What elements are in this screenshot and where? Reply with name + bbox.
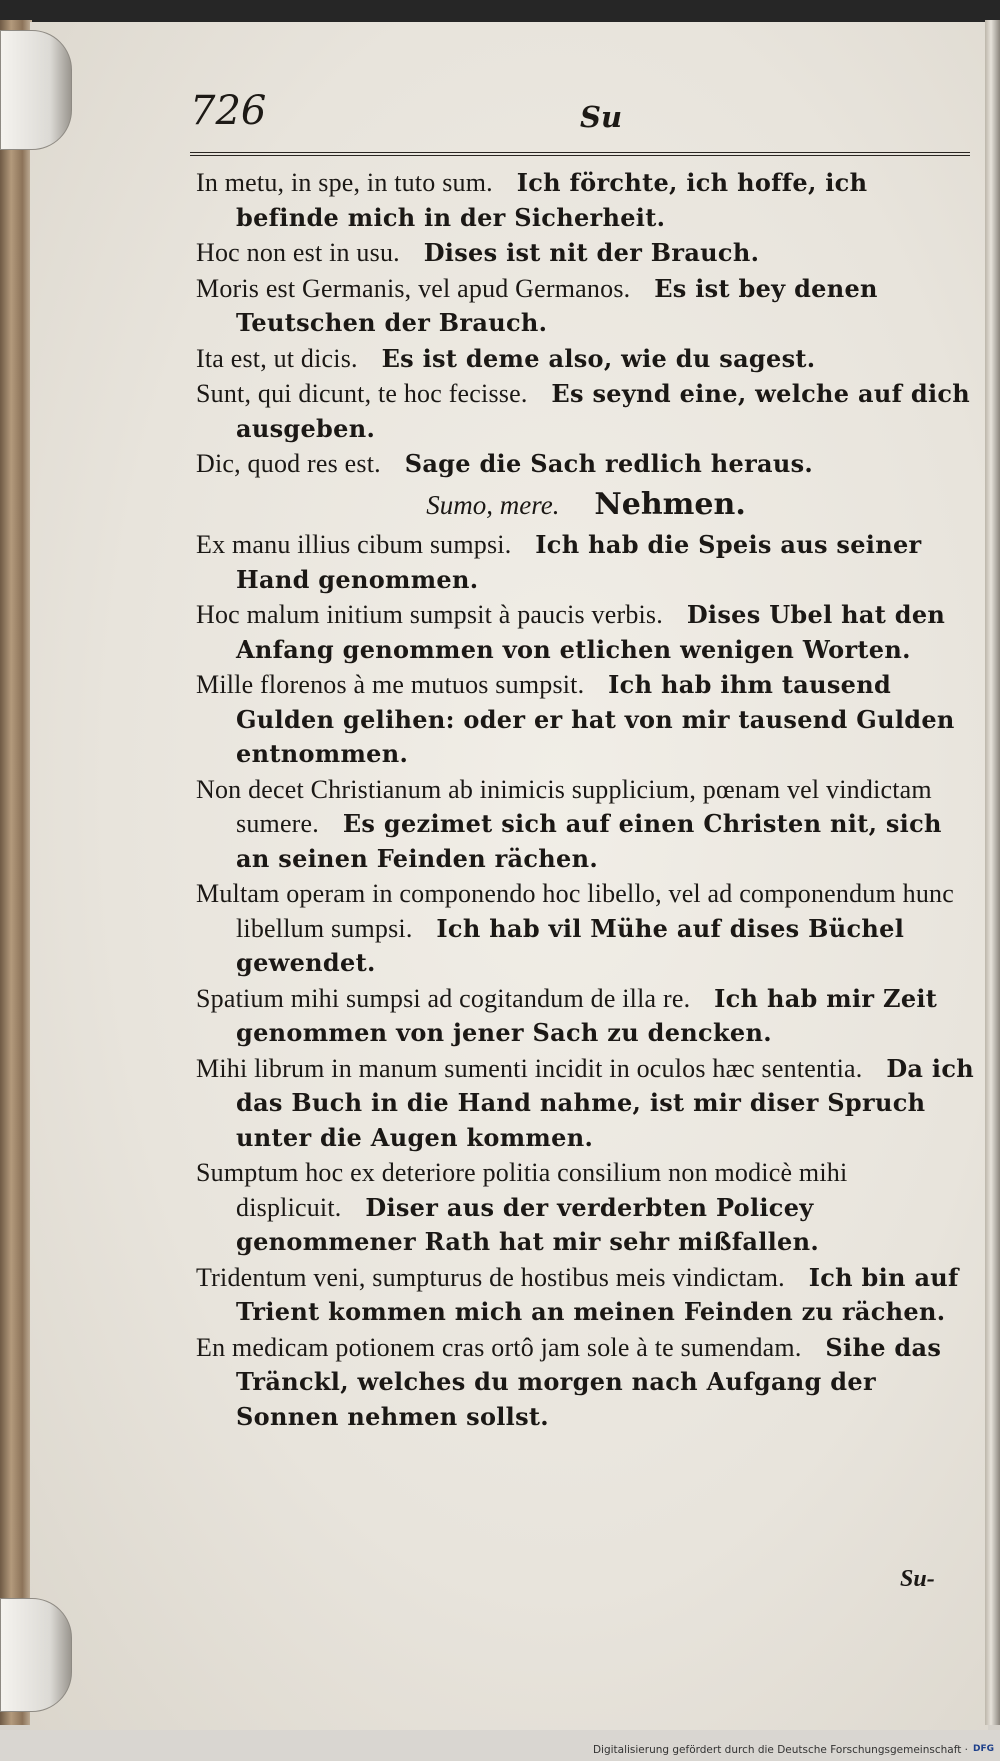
german-translation: Ich hab vil Mühe auf dises Büchel gewendet.	[236, 913, 905, 977]
latin-phrase: Ex manu illius cibum sumpsi.	[196, 530, 512, 559]
entry	[196, 377, 976, 446]
latin-phrase: Dic, quod res est.	[196, 449, 381, 478]
entry	[196, 1052, 976, 1156]
entry	[196, 1261, 976, 1330]
latin-phrase: Sumptum hoc ex deteriore politia consilium non modicè mihi displicuit.	[196, 1158, 848, 1222]
german-translation: Ich hab mir Zeit genommen von jener Sach zu dencken.	[236, 983, 938, 1047]
latin-phrase: Non decet Christianum ab inimicis supplicium, pœnam vel vindictam sumere.	[196, 774, 932, 838]
running-head: Su	[580, 100, 623, 134]
german-translation: Ich bin auf Trient kommen mich an meinen Feinden zu rächen.	[236, 1262, 959, 1326]
entry	[196, 773, 976, 877]
footer-credit: Digitalisierung gefördert durch die Deutsche Forschungsgemeinschaft ·	[592, 1744, 968, 1756]
latin-phrase: Mihi librum in manum sumenti incidit in oculos hæc sententia.	[196, 1053, 863, 1083]
latin-phrase: Tridentum veni, sumpturus de hostibus meis vindictam.	[196, 1262, 785, 1292]
section-heading	[196, 488, 976, 523]
german-translation: Da ich das Buch in die Hand nahme, ist mir diser Spruch unter die Augen kommen.	[236, 1053, 975, 1152]
german-translation: Dises ist nit der Brauch.	[423, 238, 760, 267]
entry	[196, 598, 976, 667]
latin-phrase: Ita est, ut dicis.	[196, 343, 358, 373]
dfg-logo-icon: DFG	[973, 1744, 995, 1754]
german-translation: Es ist bey denen Teutschen der Brauch.	[236, 273, 878, 337]
entry	[196, 447, 976, 482]
page-edge-right	[985, 20, 1000, 1725]
german-translation: Es ist deme also, wie du sagest.	[381, 343, 816, 373]
german-translation: Ich förchte, ich hoffe, ich befinde mich in der Sicherheit.	[236, 168, 868, 232]
catchword: Su-	[900, 1566, 935, 1592]
entry	[196, 166, 976, 235]
latin-phrase: Mille florenos à me mutuos sumpsit.	[196, 670, 585, 699]
latin-phrase: In metu, in spe, in tuto sum.	[196, 168, 493, 197]
scanner-clip-bottom	[0, 1598, 72, 1712]
latin-phrase: Hoc non est in usu.	[196, 238, 400, 267]
section-heading-german: Nehmen.	[594, 486, 746, 522]
entry	[196, 236, 976, 271]
header-rule	[190, 152, 970, 156]
entry	[196, 342, 976, 377]
book-binding-edge	[0, 20, 32, 1725]
page-header	[190, 88, 970, 148]
scanner-clip-top	[0, 30, 72, 150]
entry	[196, 982, 976, 1051]
latin-phrase: Moris est Germanis, vel apud Germanos.	[196, 273, 631, 303]
german-translation: Ich hab ihm tausend Gulden gelihen: oder er hat von mir tausend Gulden entnommen.	[236, 670, 955, 768]
german-translation: Es seynd eine, welche auf dich ausgeben.	[236, 379, 971, 443]
entry	[196, 877, 976, 981]
entry	[196, 1156, 976, 1260]
entry	[196, 668, 976, 772]
entry	[196, 1331, 976, 1435]
page-number: 726	[190, 88, 267, 134]
entry	[196, 272, 976, 341]
latin-phrase: Hoc malum initium sumpsit à paucis verbis.	[196, 600, 663, 629]
german-translation: Diser aus der verderbten Policey genommener Rath hat mir sehr mißfallen.	[236, 1192, 820, 1256]
german-translation: Ich hab die Speis aus seiner Hand genommen.	[236, 530, 922, 594]
latin-phrase: Spatium mihi sumpsi ad cogitandum de illa re.	[196, 983, 691, 1013]
entries-before-section	[196, 166, 976, 482]
latin-phrase: En medicam potionem cras ortô jam sole à te sumendam.	[196, 1332, 802, 1362]
german-translation: Es gezimet sich auf einen Christen nit, sich an seinen Feinden rächen.	[236, 809, 942, 873]
dictionary-text	[196, 166, 976, 1435]
entries-after-section	[196, 528, 976, 1434]
german-translation: Sihe das Tränckl, welches du morgen nach Aufgang der Sonnen nehmen sollst.	[236, 1332, 942, 1431]
latin-phrase: Multam operam in componendo hoc libello, vel ad componendum hunc libellum sumpsi.	[196, 879, 954, 943]
section-heading-latin: Sumo, mere.	[426, 489, 560, 520]
latin-phrase: Sunt, qui dicunt, te hoc fecisse.	[196, 379, 528, 408]
german-translation: Dises Ubel hat den Anfang genommen von etlichen wenigen Worten.	[236, 600, 946, 664]
german-translation: Sage die Sach redlich heraus.	[404, 449, 814, 478]
entry	[196, 528, 976, 597]
